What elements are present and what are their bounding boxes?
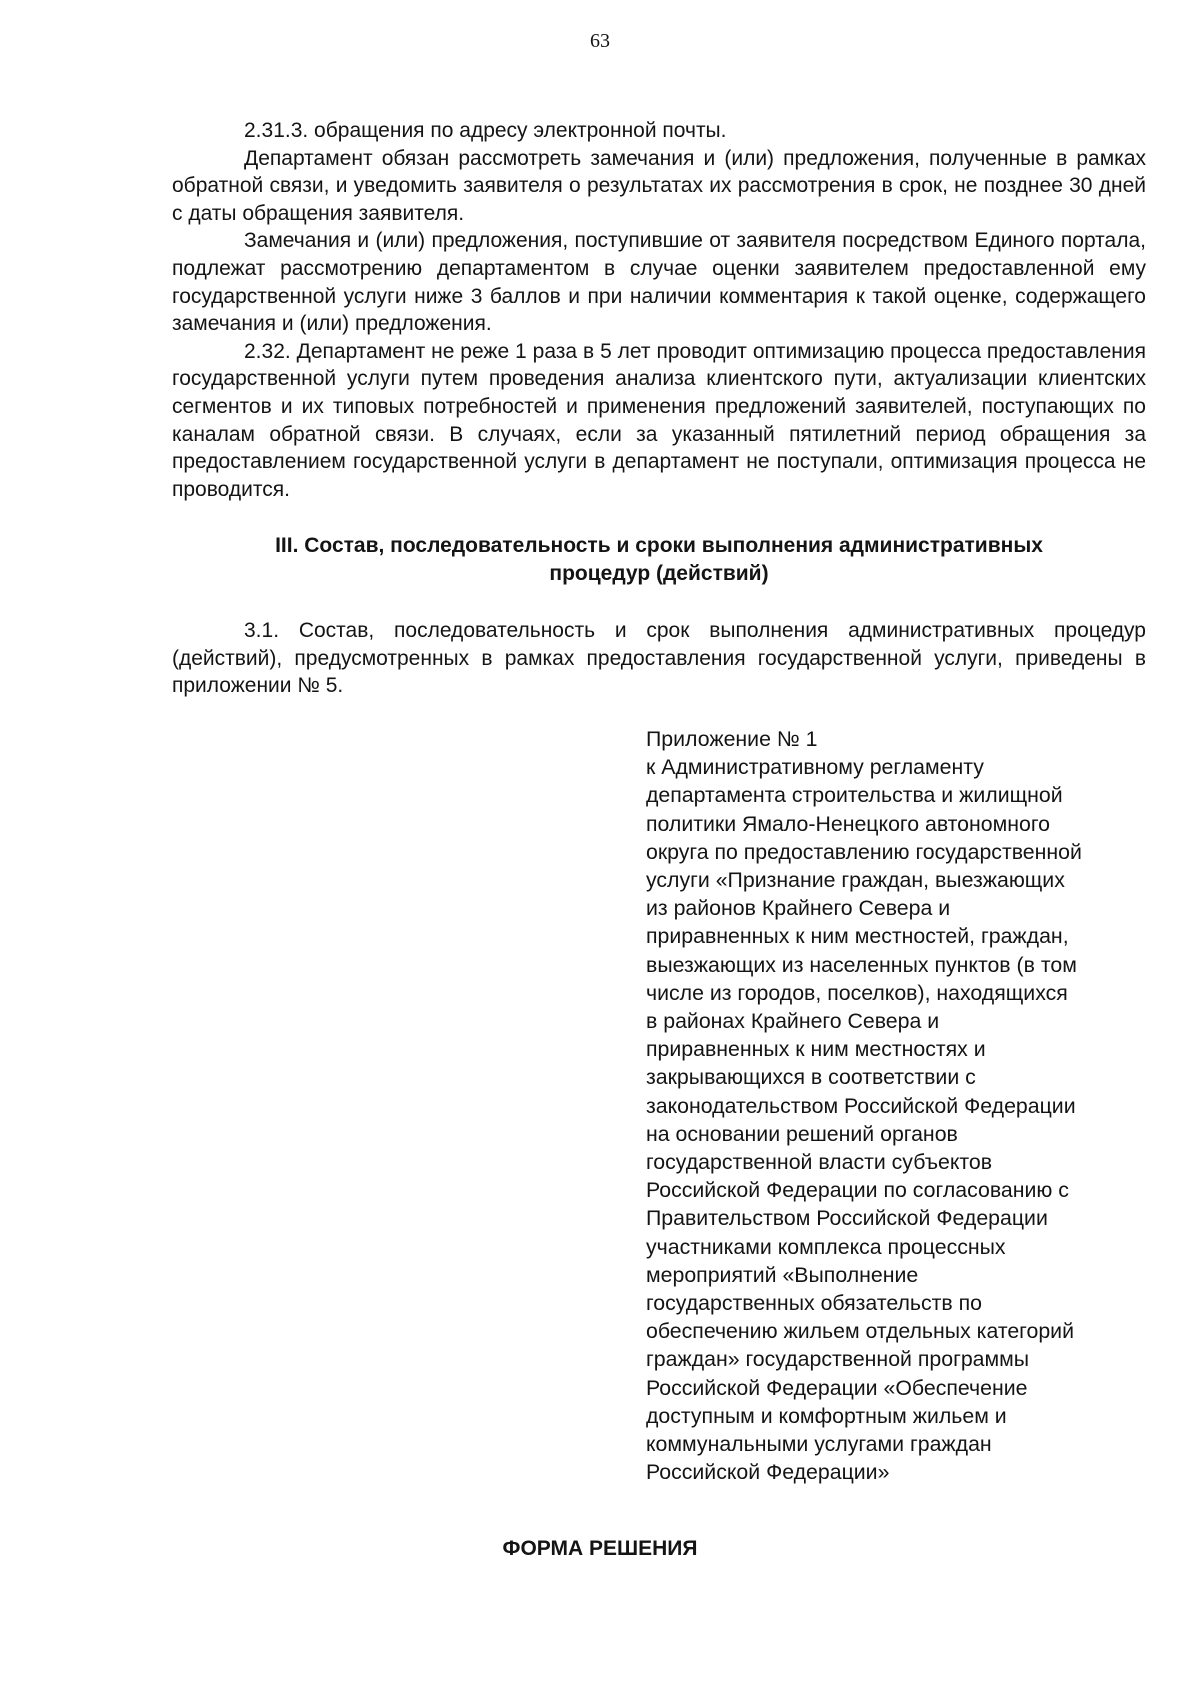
appendix-line: закрывающихся в соответствии с (646, 1065, 976, 1090)
appendix-line: участниками комплекса процессных (646, 1234, 1006, 1259)
paragraph-portal-remarks: Замечания и (или) предложения, поступившие от заявителя посредством Единого портала, подлежат рассмотрению департаментом в случае оценки заявителем предоставленной ему государственной услуги ниже 3 баллов и при наличии комментария к такой оценке, содержащего замечания и (или) предложения. (172, 229, 1146, 336)
appendix-line: мероприятий «Выполнение (646, 1262, 919, 1287)
appendix-line: государственных обязательств по (646, 1291, 982, 1316)
body-paragraph-3-1-block (172, 617, 1146, 700)
section-heading-line-1: III. Состав, последовательность и сроки выполнения административных (275, 534, 1043, 557)
body-paragraphs-top (172, 117, 1146, 503)
appendix-line: Российской Федерации» (646, 1460, 890, 1485)
appendix-line: коммунальными услугами граждан (646, 1432, 992, 1457)
appendix-line: Российской Федерации «Обеспечение (646, 1375, 1028, 1400)
paragraph-2-31-3: 2.31.3. обращения по адресу электронной почты. (244, 119, 727, 142)
paragraph-feedback-review: Департамент обязан рассмотреть замечания и (или) предложения, полученные в рамках обратной связи, и уведомить заявителя о результатах их рассмотрения в срок, не позднее 30 дней с даты обращения заявителя. (172, 146, 1146, 225)
appendix-line: доступным и комфортным жильем и (646, 1403, 1007, 1428)
appendix-line: услуги «Признание граждан, выезжающих (646, 868, 1065, 893)
appendix-line: в районах Крайнего Севера и (646, 1009, 940, 1034)
appendix-block (646, 725, 1166, 1486)
page-number: 63 (590, 30, 610, 52)
section-heading (172, 532, 1146, 588)
appendix-line: законодательством Российской Федерации (646, 1093, 1076, 1118)
appendix-line: округа по предоставлению государственной (646, 839, 1082, 864)
appendix-line: из районов Крайнего Севера и (646, 896, 951, 921)
paragraph-2-32: 2.32. Департамент не реже 1 раза в 5 лет проводит оптимизацию процесса предоставления государственной услуги путем проведения анализа клиентского пути, актуализации клиентских сегментов и их типовых потребностей и применения предложений заявителей, поступающих по каналам обратной связи. В случаях, если за указанный пятилетний период обращения за предоставлением государственной услуги в департамент не поступали, оптимизация процесса не проводится. (172, 339, 1146, 501)
section-heading-line-2: процедур (действий) (549, 562, 769, 585)
appendix-line: приравненных к ним местностей, граждан, (646, 924, 1069, 949)
form-title: ФОРМА РЕШЕНИЯ (502, 1537, 698, 1560)
appendix-line: приравненных к ним местностях и (646, 1037, 986, 1062)
appendix-line: на основании решений органов (646, 1121, 958, 1146)
appendix-line: выезжающих из населенных пунктов (в том (646, 952, 1077, 977)
appendix-line: Правительством Российской Федерации (646, 1206, 1048, 1231)
appendix-line: обеспечению жильем отдельных категорий (646, 1319, 1074, 1344)
appendix-line: политики Ямало-Ненецкого автономного (646, 811, 1051, 836)
appendix-line: департамента строительства и жилищной (646, 783, 1063, 808)
appendix-line: к Административному регламенту (646, 755, 984, 780)
appendix-line: Российской Федерации по согласованию с (646, 1178, 1069, 1203)
paragraph-3-1: 3.1. Состав, последовательность и срок выполнения административных процедур (действий), предусмотренных в рамках предоставления государственной услуги, приведены в приложении № 5. (172, 619, 1146, 698)
appendix-line: граждан» государственной программы (646, 1347, 1030, 1372)
appendix-line: Приложение № 1 (646, 727, 818, 751)
appendix-line: числе из городов, поселков), находящихся (646, 980, 1068, 1005)
appendix-line: государственной власти субъектов (646, 1150, 993, 1175)
